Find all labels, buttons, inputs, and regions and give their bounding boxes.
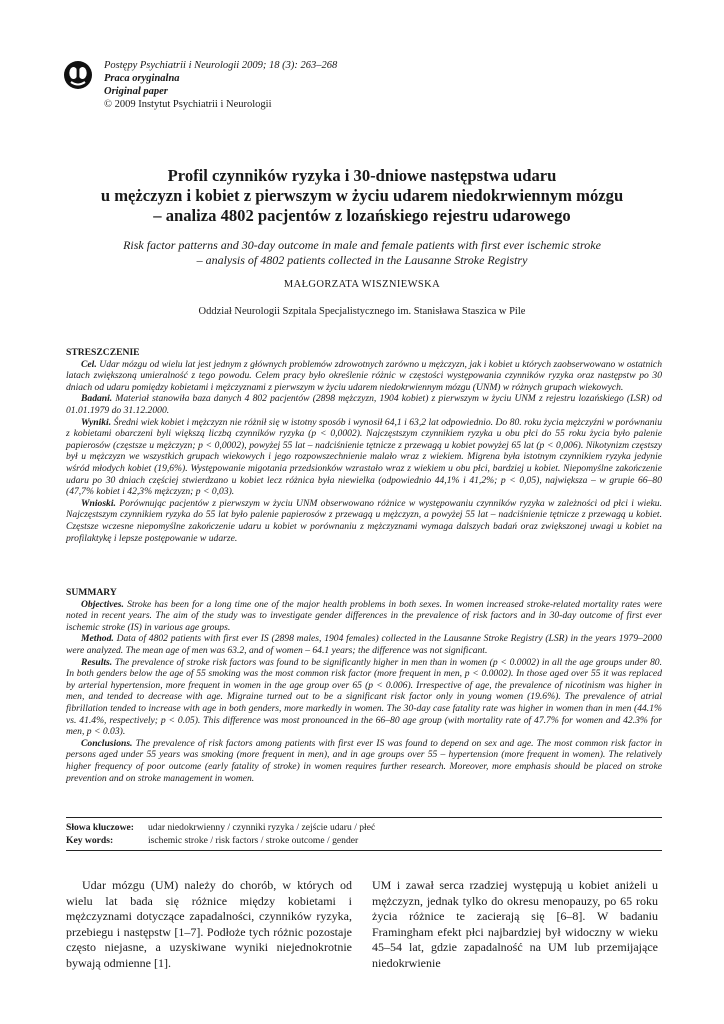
body-column-right xyxy=(372,878,658,971)
subtitle-line-2: – analysis of 4802 patients collected in the Lausanne Stroke Registry xyxy=(196,253,528,267)
body-column-left xyxy=(66,878,352,971)
keywords-en-label: Key words: xyxy=(66,835,114,846)
abstract-en-objectives xyxy=(66,599,662,634)
title-line-3: – analiza 4802 pacjentów z lozańskiego rejestru udarowego xyxy=(153,206,571,225)
abstract-pl-heading: STRESZCZENIE xyxy=(66,347,140,358)
text-badani: Materiał stanowiła baza danych 4 802 pacjentów (2898 mężczyzn, 1904 kobiet) z pierwszym w życiu UNM z rejestru lozańskiego (LSR) od 01.01.1979 do 31.12.2000. xyxy=(66,393,663,416)
abstract-pl-badani xyxy=(66,393,662,416)
text-cel: Udar mózgu od wielu lat jest jednym z głównych problemów zdrowotnych zarówno u mężczyzn, jak i kobiet u których zaobserwowano w ostatnich latach zwiększoną umieralność z tego powodu. Celem pracy było określenie różnic w częstości występowania czynników ryzyka oraz następstw po 30 dniach od udaru pomiędzy kobietami i mężczyznami z pierwszym w życiu udarem niedokrwiennym mózgu (UNM) w różnych grupach wiekowych. xyxy=(66,358,662,393)
abstract-pl-cel xyxy=(66,359,662,394)
keywords-rule-top xyxy=(66,817,662,818)
label-objectives: Objectives. xyxy=(81,598,124,610)
abstract-en-heading: SUMMARY xyxy=(66,587,117,598)
article-title xyxy=(40,166,684,226)
text-conclusions: The prevalence of risk factors among patients with first ever IS was found to depend on sex and age. The most common risk factor in persons aged under 55 years was smoking (more frequent in men), and in age groups over 55 – hypertension (more frequent in women). The relatively higher frequency of poor outcome (early fatality of stroke) in women requires further research. Moreover, more emphasis should be placed on stroke prevention and on stroke management in women. xyxy=(66,737,662,784)
copyright: © 2009 Instytut Psychiatrii i Neurologii xyxy=(104,99,272,110)
abstract-en-method xyxy=(66,633,662,656)
article-type-pl: Praca oryginalna xyxy=(104,73,180,84)
label-results: Results. xyxy=(81,656,113,668)
label-cel: Cel. xyxy=(81,358,97,370)
title-line-2: u mężczyzn i kobiet z pierwszym w życiu udarem niedokrwiennym mózgu xyxy=(100,186,624,205)
affiliation: Oddział Neurologii Szpitala Specjalistycznego im. Stanisława Staszica w Pile xyxy=(198,306,526,317)
article-type-en: Original paper xyxy=(104,86,168,97)
keywords-rule-bottom xyxy=(66,850,662,851)
abstract-en-conclusions xyxy=(66,738,662,784)
keywords-pl xyxy=(66,822,375,834)
body-paragraph-left: Udar mózgu (UM) należy do chorób, w których od wielu lat bada się różnice między kobietami i mężczyznami dotyczące zapadalności, czynników ryzyka, przebiegu i następstw [1–7]. Podłoże tych różnic pozostaje często niejasne, a uzyskiwane wyniki niejednokrotnie bywają odmienne [1]. xyxy=(66,878,352,970)
abstract-en xyxy=(66,587,662,784)
text-results: The prevalence of stroke risk factors was found to be significantly higher in men than in women (p < 0.0002) in all the age groups under 80. In both genders below the age of 55 smoking was the most common risk factor (more frequent in men, p < 0.0002). In those aged over 55 it was replaced by arterial hypertension, more frequent in women in the age group over 65 (p < 0.006). Irrespective of age, the prevalence of nicotinism was higher in men, and tended to decrease with age. Migraine turned out to be a significant risk factor only in young women (19.6%). The prevalence of atrial fibrillation tended to increase with age in both genders, more markedly in women. The 30-day case fatality rate was higher in women than in men (44.1% vs. 41.4%, respectively; p < 0.05). This difference was most pronounced in the 66–80 age group (with mortality rate of 47.7% for women and 42.3% for men, p < 0.03). xyxy=(66,656,662,738)
title-line-1: Profil czynników ryzyka i 30-dniowe następstwa udaru xyxy=(167,166,557,185)
label-wnioski: Wnioski. xyxy=(81,497,116,509)
abstract-en-results xyxy=(66,657,662,738)
publisher-logo-icon xyxy=(63,60,93,90)
body-paragraph-right: UM i zawał serca rzadziej występują u kobiet aniżeli u mężczyzn, jednak tylko do okresu menopauzy, po 65 roku życia różnice te zacierają się [6–8]. W badaniu Framingham efekt płci najbardziej był widoczny w wieku 45–54 lat, gdzie zapadalność na UM lub przemijające niedokrwienie xyxy=(372,878,658,970)
keywords-en xyxy=(66,835,358,847)
journal-header xyxy=(104,59,337,111)
keywords-pl-label: Słowa kluczowe: xyxy=(66,822,134,833)
journal-citation: Postępy Psychiatrii i Neurologii 2009; 18 (3): 263–268 xyxy=(104,60,338,71)
label-badani: Badani. xyxy=(81,393,113,405)
abstract-pl-wnioski xyxy=(66,498,662,544)
keywords-en-text: ischemic stroke / risk factors / stroke outcome / gender xyxy=(148,835,359,846)
abstract-pl-wyniki xyxy=(66,417,662,498)
label-method: Method. xyxy=(81,633,114,645)
author: MAŁGORZATA WISZNIEWSKA xyxy=(283,279,441,290)
keywords-pl-text: udar niedokrwienny / czynniki ryzyka / zejście udaru / płeć xyxy=(148,822,376,833)
text-wyniki: Średni wiek kobiet i mężczyzn nie różnił się w istotny sposób i wynosił 64,1 i 63,2 lat odpowiednio. Do 80. roku życia mężczyźni w porównaniu z kobietami obarczeni byli większą liczbą czynników ryzyka (p < 0,0002). Najczęstszym czynnikiem ryzyka u obu płci do 55 roku życia było palenie papierosów (częstsze u mężczyzn; p < 0,0002), powyżej 55 lat – nadciśnienie tętnicze z przewagą u kobiet powyżej 65 lat (p < 0,006). Nikotynizm częstszy był u mężczyzn we wszystkich grupach wiekowych i jego rozpowszechnienie malało wraz z wiekiem. Migrena była istotnym czynnikiem ryzyka jedynie wśród młodych kobiet (19,6%). Występowanie migotania przedsionków wzrastało wraz z wiekiem u obu płci, bardziej u kobiet. Niepomyślne zakończenie udaru po 30 dniach częściej stwierdzano u kobiet lecz różnica była niewielka (odpowiednio 44,1% i 41,2%; p < 0,05), największa – w grupie 66–80 (47,7% kobiet i 42,3% mężczyzn; p < 0,03). xyxy=(66,416,662,498)
subtitle-line-1: Risk factor patterns and 30-day outcome in male and female patients with first ever ischemic stroke xyxy=(123,238,601,252)
text-objectives: Stroke has been for a long time one of the major health problems in both sexes. In women increased stroke-related mortality rates were noted in recent years. The aim of the study was to investigate gender differences in the prevalence of risk factors and in 30-day outcome of first ever ischemic stroke (IS) in various age groups. xyxy=(66,598,662,633)
label-wyniki: Wyniki. xyxy=(81,416,112,428)
label-conclusions: Conclusions. xyxy=(81,737,133,749)
text-wnioski: Porównując pacjentów z pierwszym w życiu UNM obserwowano różnice w występowaniu czynników ryzyka w zależności od płci i wieku. Najczęstszym czynnikiem ryzyka do 55 lat było palenie papierosów z przewagą u mężczyzn, a powyżej 55 lat – nadciśnienie tętnicze z przewagą u kobiet. Częstsze wczesne niepomyślne zakończenie udaru u kobiet w porównaniu z mężczyznami wymaga dalszych badań oraz zwiększonej uwagi u kobiet na profilaktykę i lepsze postępowanie w udarze. xyxy=(66,497,662,544)
text-method: Data of 4802 patients with first ever IS (2898 males, 1904 females) collected in the Lausanne Stroke Registry (LSR) in the years 1979–2000 were analyzed. The mean age of men was 63.2, and of women – 64.1 years; the difference was not significant. xyxy=(66,633,662,656)
abstract-pl xyxy=(66,347,662,544)
article-subtitle-en xyxy=(40,238,684,268)
